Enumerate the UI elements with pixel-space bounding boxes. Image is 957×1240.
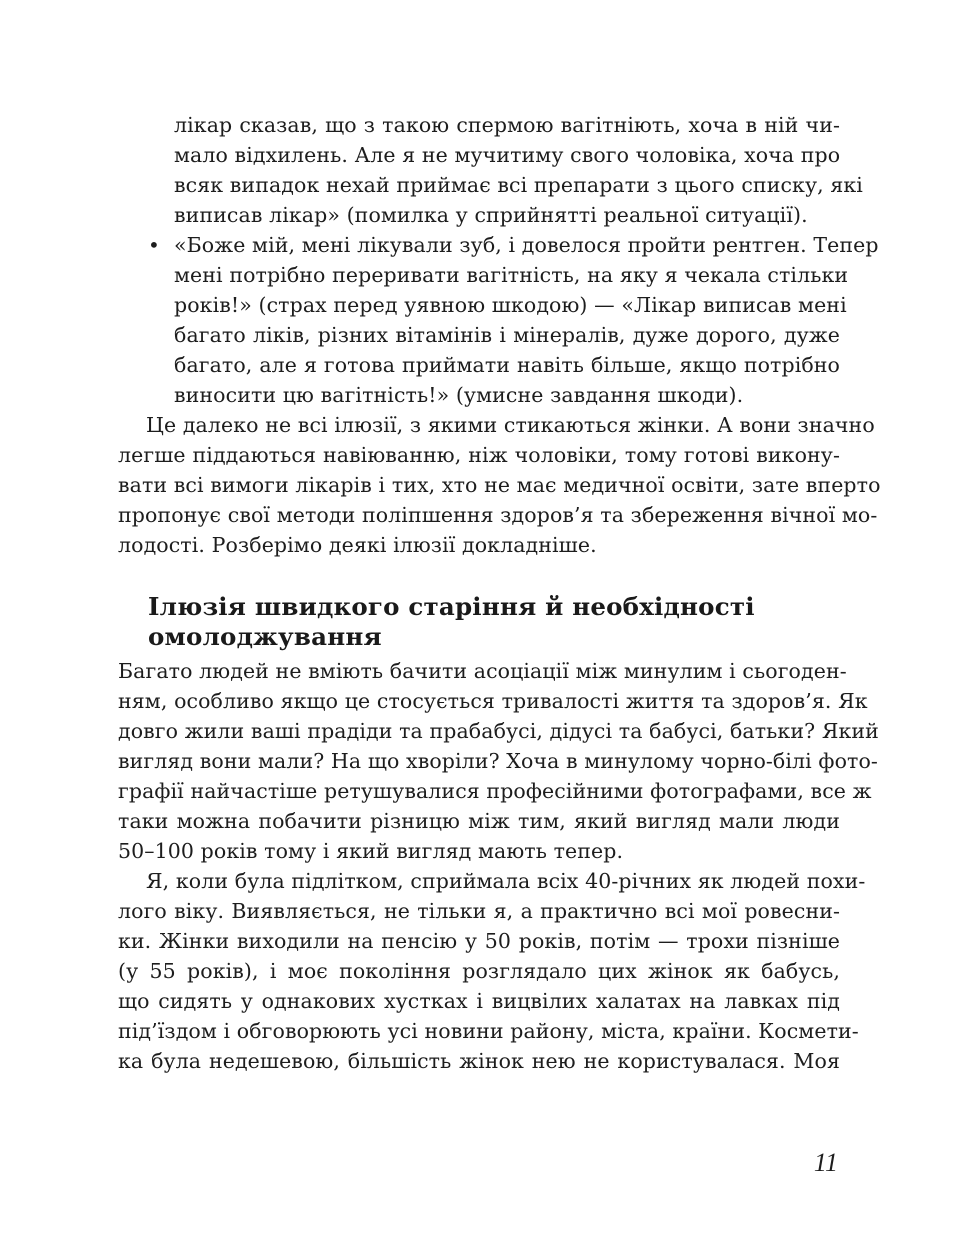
text-line: виносити цю вагітність!» (умисне завдання шкоди).: [174, 383, 744, 407]
text-line: 50–100 років тому і який вигляд мають тепер.: [118, 839, 624, 863]
text-line: вигляд вони мали? На що хворіли? Хоча в минулому чорно-білі фото-: [118, 749, 878, 773]
section-heading: [118, 592, 840, 652]
continued-list-item: [118, 110, 863, 230]
page-number: 11: [813, 1148, 838, 1177]
paragraph: [118, 866, 866, 1076]
text-line: виписав лікар» (помилка у сприйнятті реальної ситуації).: [174, 203, 808, 227]
text-line: багато ліків, різних вітамінів і мінералів, дуже дорого, дуже: [174, 323, 840, 347]
text-line: років!» (страх перед уявною шкодою) — «Лікар виписав мені: [174, 293, 847, 317]
text-line: лодості. Розберімо деякі ілюзії докладніше.: [118, 533, 597, 557]
text-line: під’їздом і обговорюють усі новини району, міста, країни. Космети-: [118, 1019, 859, 1043]
text-line: таки можна побачити різницю між тим, який вигляд мали люди: [118, 809, 840, 833]
text-line: мало відхилень. Але я не мучитиму свого чоловіка, хоча про: [174, 143, 841, 167]
text-line: Це далеко не всі ілюзії, з якими стикаються жінки. А вони значно: [146, 413, 875, 437]
bullet-list-item: [118, 230, 879, 410]
text-line: довго жили ваші прадіди та прабабусі, дідусі та бабусі, батьки? Який: [118, 719, 879, 743]
text-line: Багато людей не вміють бачити асоціації між минулим і сьогоден-: [118, 659, 847, 683]
text-line: мені потрібно переривати вагітність, на яку я чекала стільки: [174, 263, 849, 287]
text-line: ка була недешевою, більшість жінок нею не користувалася. Моя: [118, 1049, 840, 1073]
text-line: Я, коли була підлітком, сприймала всіх 40-річних як людей похи-: [146, 869, 866, 893]
text-line: (у 55 років), і моє покоління розглядало цих жінок як бабусь,: [118, 959, 840, 983]
text-line: ням, особливо якщо це стосується тривалості життя та здоров’я. Як: [118, 689, 868, 713]
text-line: ки. Жінки виходили на пенсію у 50 років, потім — трохи пізніше: [118, 929, 840, 953]
text-line: легше піддаються навіюванню, ніж чоловіки, тому готові викону-: [118, 443, 840, 467]
heading-line: омолоджування: [148, 622, 382, 651]
text-line: пропонує свої методи поліпшення здоров’я та збереження вічної мо-: [118, 503, 878, 527]
paragraph: [118, 410, 881, 560]
text-line: графії найчастіше ретушувалися професійними фотографами, все ж: [118, 779, 872, 803]
bullet-marker: •: [148, 233, 160, 257]
text-line: лікар сказав, що з такою спермою вагітніють, хоча в ній чи-: [174, 113, 840, 137]
text-line: «Боже мій, мені лікували зуб, і довелося пройти рентген. Тепер: [174, 233, 879, 257]
heading-line: Ілюзія швидкого старіння й необхідності: [148, 592, 755, 621]
text-line: багато, але я готова приймати навіть більше, якщо потрібно: [174, 353, 840, 377]
paragraph: [118, 656, 879, 866]
text-line: лого віку. Виявляється, не тільки я, а практично всі мої ровесни-: [118, 899, 840, 923]
text-line: вати всі вимоги лікарів і тих, хто не має медичної освіти, зате вперто: [118, 473, 881, 497]
text-line: всяк випадок нехай приймає всі препарати з цього списку, які: [174, 173, 863, 197]
page-body: [118, 110, 881, 1076]
text-line: що сидять у однакових хустках і вицвілих халатах на лавках під: [118, 989, 840, 1013]
